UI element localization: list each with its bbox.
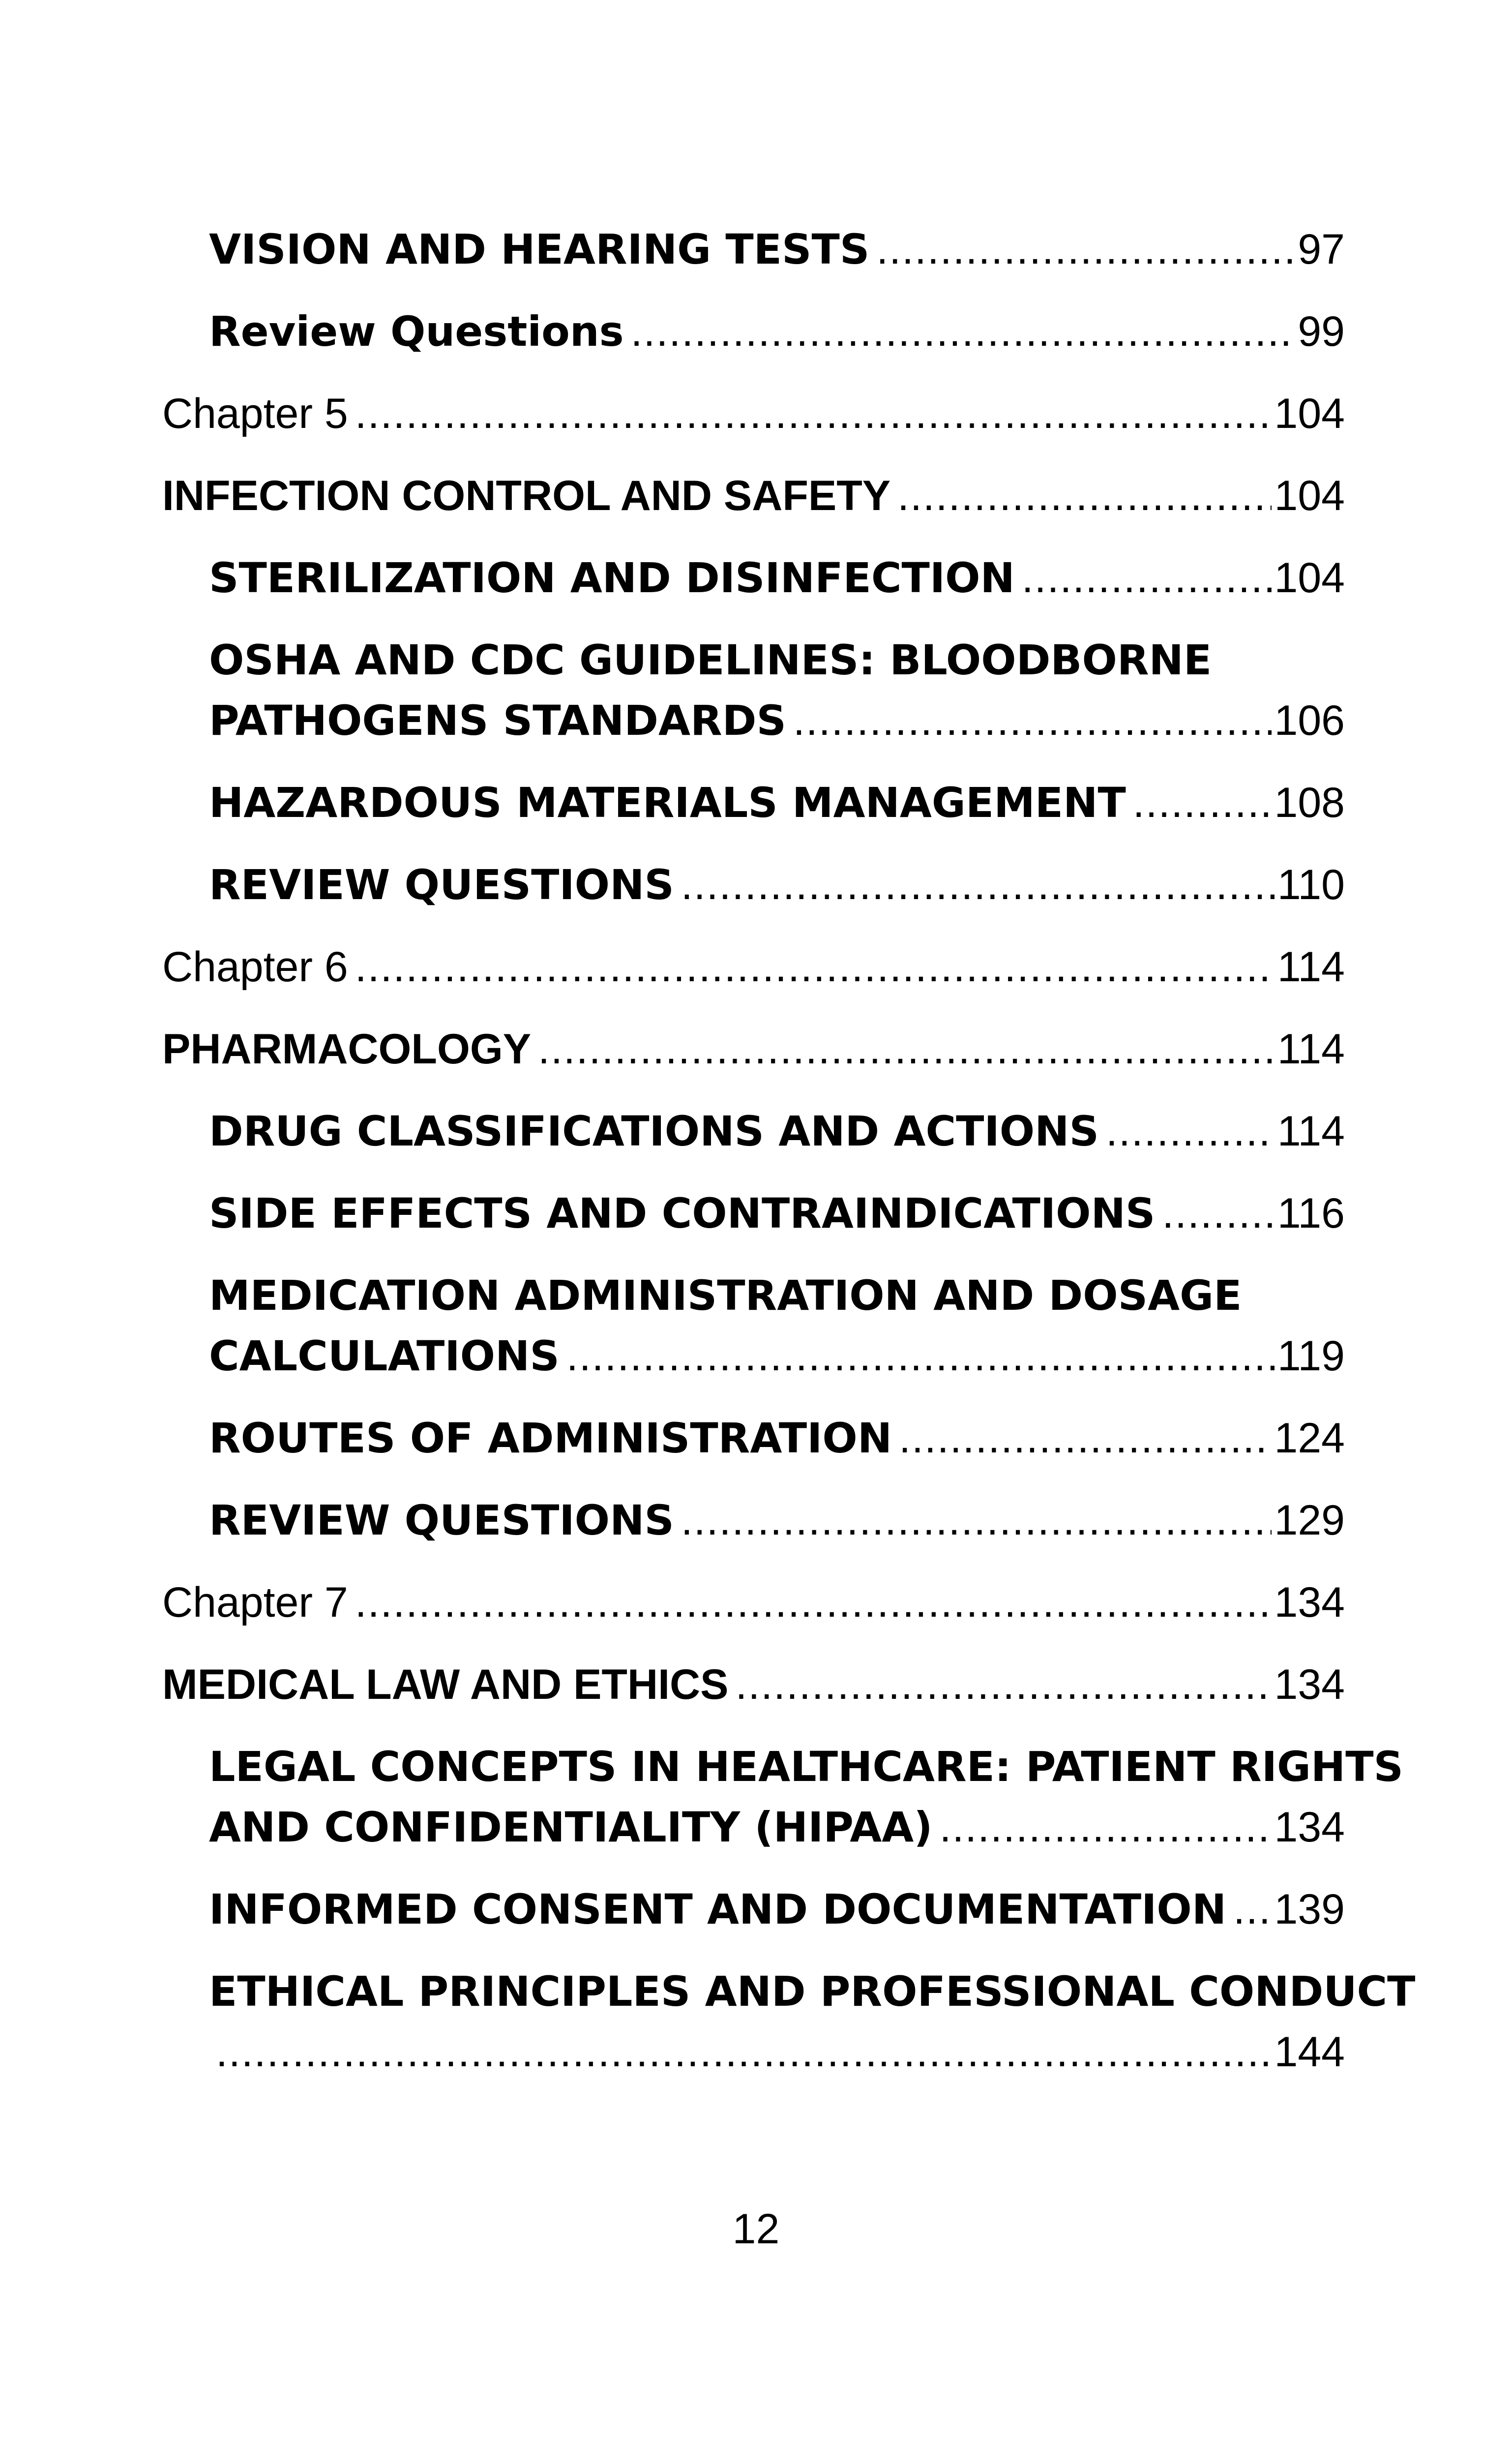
toc-chapter-title: Chapter 7 [162, 1579, 348, 1626]
toc-page-number: 119 [1277, 1332, 1345, 1380]
toc-entry-title-line2: PATHOGENS STANDARDS [209, 696, 786, 745]
toc-leader-dots [355, 388, 1272, 440]
toc-leader-dots [355, 941, 1275, 993]
toc-entry[interactable] [162, 1270, 1345, 1382]
toc-leader-dots [735, 1659, 1271, 1711]
toc-entry-title-line1: ETHICAL PRINCIPLES AND PROFESSIONAL CONDUCT [209, 1967, 1416, 2016]
toc-leader-dots [793, 695, 1272, 747]
toc-leader-dots [876, 224, 1295, 275]
toc-page-number: 116 [1277, 1190, 1345, 1237]
toc-leader-dots [681, 1495, 1272, 1546]
toc-page-number: 104 [1274, 554, 1345, 602]
toc-entry[interactable] [162, 1884, 1345, 1935]
toc-page-number: 124 [1274, 1415, 1345, 1462]
toc-entry-title: STERILIZATION AND DISINFECTION [209, 554, 1015, 602]
toc-leader-dots [681, 859, 1275, 911]
toc-entry[interactable] [162, 1188, 1345, 1239]
toc-entry-title: SIDE EFFECTS AND CONTRAINDICATIONS [209, 1189, 1156, 1237]
toc-leader-dots [899, 1413, 1271, 1464]
toc-leader-dots [1162, 1188, 1275, 1239]
toc-page-number: 99 [1298, 308, 1345, 355]
toc-part-title: INFECTION CONTROL AND SAFETY [162, 472, 891, 519]
toc-leader-dots [631, 306, 1295, 358]
toc-entry-title: ROUTES OF ADMINISTRATION [209, 1414, 892, 1462]
toc-page-number: 134 [1274, 1804, 1345, 1851]
toc-entry[interactable] [162, 1495, 1345, 1546]
toc-leader-dots [897, 470, 1271, 522]
toc-leader-dots [538, 1024, 1275, 1075]
toc-page-number: 139 [1274, 1886, 1345, 1933]
table-of-contents [162, 224, 1416, 2109]
toc-entry-title: DRUG CLASSIFICATIONS AND ACTIONS [209, 1107, 1099, 1155]
toc-entry[interactable] [162, 859, 1345, 911]
toc-leader-dots [1106, 1106, 1275, 1157]
toc-page-number: 134 [1274, 1661, 1345, 1708]
toc-entry[interactable] [162, 306, 1345, 358]
toc-entry[interactable] [162, 224, 1345, 275]
toc-chapter-entry[interactable] [162, 941, 1345, 993]
toc-entry[interactable] [162, 1966, 1416, 2078]
toc-entry-title: REVIEW QUESTIONS [209, 1496, 674, 1544]
toc-leader-dots [1022, 552, 1272, 604]
toc-leader-dots [566, 1330, 1275, 1382]
toc-entry[interactable] [162, 777, 1345, 829]
toc-page-number: 114 [1277, 1108, 1345, 1155]
toc-entry-title: INFORMED CONSENT AND DOCUMENTATION [209, 1885, 1227, 1933]
toc-entry[interactable] [162, 552, 1345, 604]
toc-page-number: 144 [1274, 2028, 1345, 2076]
toc-entry-title: Review Questions [209, 307, 624, 356]
toc-page-number: 108 [1274, 779, 1345, 826]
toc-entry-title-line1: MEDICATION ADMINISTRATION AND DOSAGE [209, 1271, 1242, 1320]
page-number-footer: 12 [732, 2205, 780, 2253]
toc-chapter-entry[interactable] [162, 1577, 1345, 1629]
toc-entry-title-line1: OSHA AND CDC GUIDELINES: BLOODBORNE [209, 636, 1212, 684]
toc-leader-dots [940, 1802, 1272, 1853]
toc-page-number: 129 [1274, 1497, 1345, 1544]
toc-entry-title: REVIEW QUESTIONS [209, 861, 674, 909]
toc-part-title: PHARMACOLOGY [162, 1025, 532, 1073]
toc-leader-dots [1133, 777, 1272, 829]
toc-page-number: 106 [1274, 697, 1345, 744]
toc-page-number: 114 [1277, 943, 1345, 991]
toc-chapter-entry[interactable] [162, 388, 1345, 440]
toc-entry-title-line1: LEGAL CONCEPTS IN HEALTHCARE: PATIENT RIGHTS [209, 1743, 1403, 1791]
toc-part-entry[interactable] [162, 1024, 1345, 1075]
toc-entry-title: HAZARDOUS MATERIALS MANAGEMENT [209, 779, 1126, 827]
toc-leader-dots [1233, 1884, 1271, 1935]
toc-leader-dots [355, 1577, 1272, 1629]
toc-page-number: 114 [1277, 1025, 1345, 1073]
toc-entry[interactable] [162, 1106, 1345, 1157]
toc-part-title: MEDICAL LAW AND ETHICS [162, 1661, 729, 1708]
toc-entry[interactable] [162, 1413, 1345, 1464]
toc-page-number: 134 [1274, 1579, 1345, 1626]
toc-page-number: 110 [1277, 861, 1345, 908]
toc-entry[interactable] [162, 634, 1345, 747]
toc-entry-title-line2: AND CONFIDENTIALITY (HIPAA) [209, 1803, 933, 1851]
toc-page-number: 97 [1298, 226, 1345, 273]
toc-leader-dots [216, 2026, 1272, 2078]
toc-entry-title: VISION AND HEARING TESTS [209, 225, 870, 273]
toc-chapter-title: Chapter 6 [162, 943, 348, 991]
toc-part-entry[interactable] [162, 470, 1345, 522]
toc-part-entry[interactable] [162, 1659, 1345, 1711]
toc-page-number: 104 [1274, 390, 1345, 437]
toc-page-number: 104 [1274, 472, 1345, 519]
toc-entry[interactable] [162, 1741, 1403, 1853]
toc-chapter-title: Chapter 5 [162, 390, 348, 437]
toc-entry-title-line2: CALCULATIONS [209, 1332, 560, 1380]
